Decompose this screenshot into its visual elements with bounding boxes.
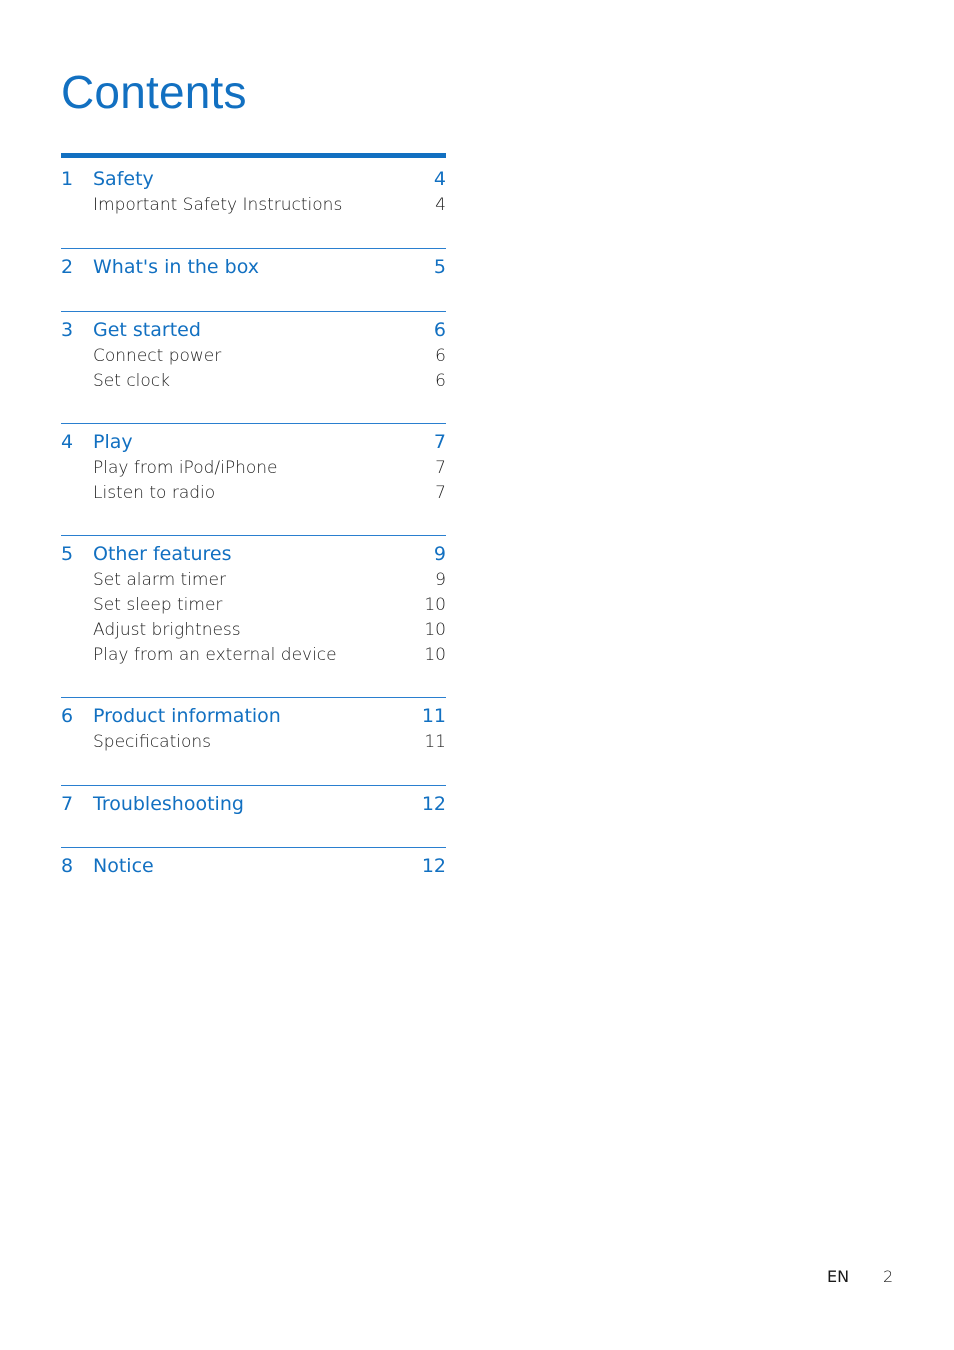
toc-subentry[interactable] bbox=[61, 344, 446, 369]
toc-section-page: 4 bbox=[433, 168, 446, 190]
toc-section-5 bbox=[61, 535, 446, 668]
toc-section-title: Get started bbox=[93, 319, 201, 341]
toc-section-7 bbox=[61, 785, 446, 818]
toc-heading-8[interactable] bbox=[61, 853, 446, 880]
toc-section-1 bbox=[61, 153, 446, 218]
toc-heading-2[interactable] bbox=[61, 254, 446, 281]
toc-subentry[interactable] bbox=[61, 568, 446, 593]
page-title: Contents bbox=[61, 66, 247, 118]
toc-section-page: 12 bbox=[421, 793, 446, 815]
toc-section-page: 11 bbox=[421, 705, 446, 727]
toc-heading-4[interactable] bbox=[61, 429, 446, 456]
toc-subentry[interactable] bbox=[61, 618, 446, 643]
toc-section-page: 5 bbox=[433, 256, 446, 278]
toc-section-title: Other features bbox=[93, 543, 232, 565]
toc-section-3 bbox=[61, 311, 446, 394]
toc-subentry-title: Play from an external device bbox=[93, 645, 337, 665]
toc-section-title: Safety bbox=[93, 168, 154, 190]
toc-subentry[interactable] bbox=[61, 456, 446, 481]
toc-subentry-title: Connect power bbox=[93, 346, 222, 366]
toc-subentry-page: 7 bbox=[435, 458, 446, 478]
toc-section-number: 6 bbox=[61, 705, 74, 727]
toc-subentry-page: 4 bbox=[435, 195, 446, 215]
toc-section-page: 12 bbox=[421, 855, 446, 877]
toc-subentry[interactable] bbox=[61, 369, 446, 394]
toc-section-8 bbox=[61, 847, 446, 880]
toc-heading-6[interactable] bbox=[61, 703, 446, 730]
toc-subentry[interactable] bbox=[61, 730, 446, 755]
toc-heading-1[interactable] bbox=[61, 166, 446, 193]
toc-section-title: Troubleshooting bbox=[93, 793, 244, 815]
toc-section-4 bbox=[61, 423, 446, 506]
toc-subentry[interactable] bbox=[61, 193, 446, 218]
toc-section-number: 8 bbox=[61, 855, 74, 877]
toc-subentry[interactable] bbox=[61, 593, 446, 618]
toc-subentry-page: 6 bbox=[435, 371, 446, 391]
toc-section-page: 6 bbox=[433, 319, 446, 341]
toc-section-number: 5 bbox=[61, 543, 74, 565]
toc-section-number: 2 bbox=[61, 256, 74, 278]
toc-heading-5[interactable] bbox=[61, 541, 446, 568]
toc-subentry-title: Adjust brightness bbox=[93, 620, 241, 640]
toc-subentry-page: 10 bbox=[424, 620, 446, 640]
toc-subentry-title: Set sleep timer bbox=[93, 595, 223, 615]
toc-subentry-title: Set alarm timer bbox=[93, 570, 226, 590]
toc-subentry[interactable] bbox=[61, 643, 446, 668]
toc-subentry-title: Specifications bbox=[93, 732, 212, 752]
toc-subentry-page: 10 bbox=[424, 595, 446, 615]
toc-section-title: Product information bbox=[93, 705, 281, 727]
toc-section-page: 7 bbox=[433, 431, 446, 453]
toc-section-title: Notice bbox=[93, 855, 154, 877]
toc-subentry-page: 10 bbox=[424, 645, 446, 665]
toc-section-title: Play bbox=[93, 431, 133, 453]
toc-heading-7[interactable] bbox=[61, 791, 446, 818]
toc-subentry-page: 9 bbox=[435, 570, 446, 590]
toc-section-2 bbox=[61, 248, 446, 281]
toc-subentry[interactable] bbox=[61, 481, 446, 506]
toc-section-6 bbox=[61, 697, 446, 755]
toc-subentry-title: Play from iPod/iPhone bbox=[93, 458, 278, 478]
toc-subentry-page: 6 bbox=[435, 346, 446, 366]
toc-section-number: 3 bbox=[61, 319, 74, 341]
toc-subentry-page: 11 bbox=[424, 732, 446, 752]
toc-section-number: 4 bbox=[61, 431, 74, 453]
toc-subentry-page: 7 bbox=[435, 483, 446, 503]
footer-language: EN bbox=[827, 1267, 850, 1286]
toc-section-number: 7 bbox=[61, 793, 74, 815]
toc-subentry-title: Listen to radio bbox=[93, 483, 216, 503]
toc-subentry-title: Set clock bbox=[93, 371, 170, 391]
toc-section-title: What's in the box bbox=[93, 256, 260, 278]
toc-subentry-title: Important Safety Instructions bbox=[93, 195, 343, 215]
footer-page-number: 2 bbox=[883, 1267, 894, 1286]
toc-section-number: 1 bbox=[61, 168, 74, 190]
toc-section-page: 9 bbox=[433, 543, 446, 565]
toc-heading-3[interactable] bbox=[61, 317, 446, 344]
